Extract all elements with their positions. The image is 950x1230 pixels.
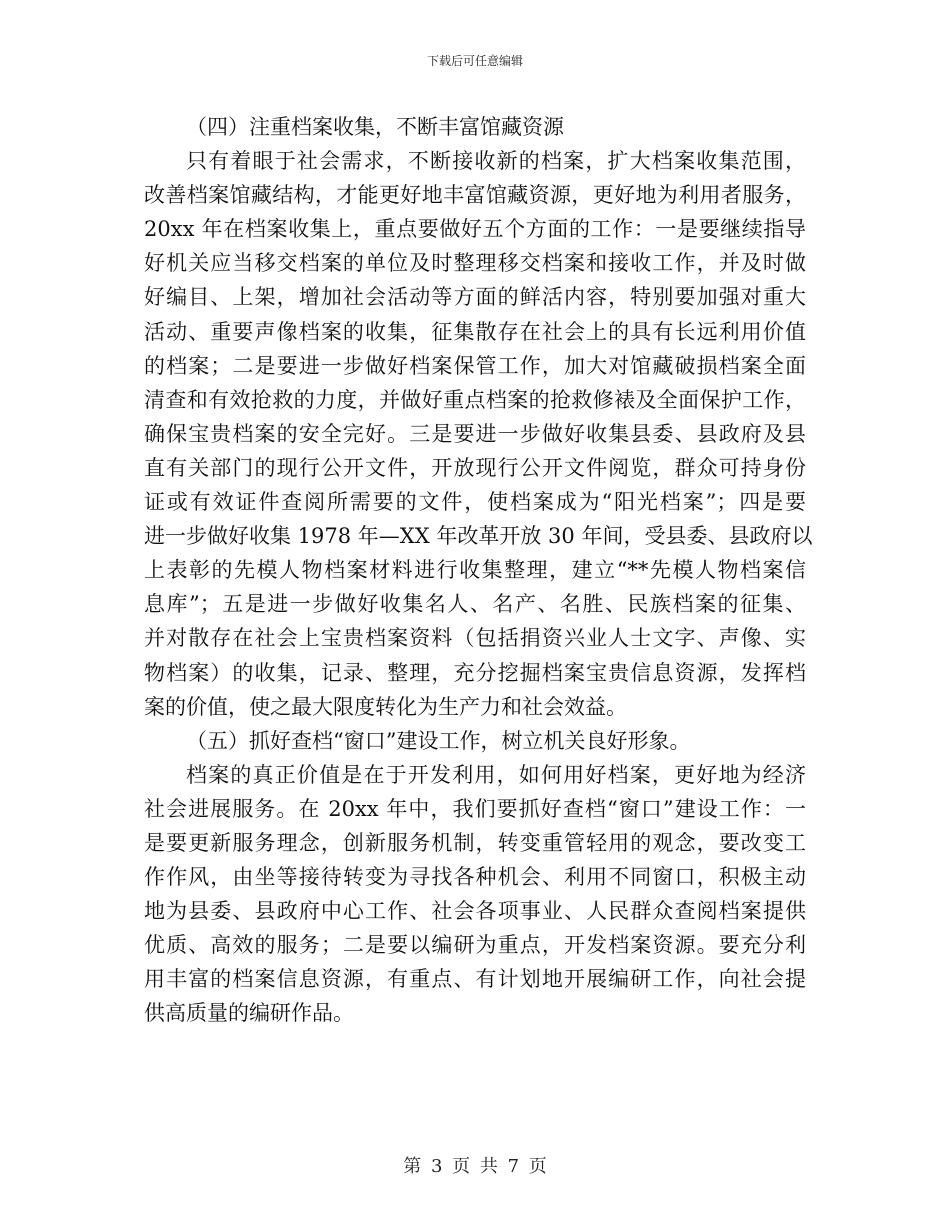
section-heading-4: （四）注重档案收集，不断丰富馆藏资源 — [186, 115, 564, 139]
paragraph-line: 息库”；五是进一步做好收集名人、名产、名胜、民族档案的征集、 — [144, 592, 806, 617]
paragraph-line: 档案的真正价值是在于开发利用，如何用好档案，更好地为经济 — [186, 762, 806, 787]
paragraph-line: 好机关应当移交档案的单位及时整理移交档案和接收工作，并及时做 — [144, 251, 806, 276]
paragraph-line: 是要更新服务理念，创新服务机制，转变重管轻用的观念，要改变工 — [144, 830, 806, 855]
paragraph-line: 清查和有效抢救的力度，并做好重点档案的抢救修裱及全面保护工作， — [144, 387, 806, 412]
paragraph-line: 只有着眼于社会需求，不断接收新的档案，扩大档案收集范围， — [186, 149, 806, 174]
page-footer: 第 3 页 共 7 页 — [403, 1156, 547, 1177]
paragraph-line: 好编目、上架，增加社会活动等方面的鲜活内容，特别要加强对重大 — [144, 285, 806, 310]
paragraph-line: 作作风，由坐等接待转变为寻找各种机会、利用不同窗口，积极主动 — [144, 865, 806, 890]
paragraph-line: 社会进展服务。在 20xx 年中，我们要抓好查档“窗口”建设工作：一 — [144, 796, 806, 821]
page-header: 下载后可任意编辑 — [426, 54, 523, 68]
paragraph-line: 直有关部门的现行公开文件，开放现行公开文件阅览，群众可持身份 — [144, 455, 806, 480]
paragraph-line: 地为县委、县政府中心工作、社会各项事业、人民群众查阅档案提供 — [144, 899, 806, 924]
paragraph-line: 的档案；二是要进一步做好档案保管工作，加大对馆藏破损档案全面 — [144, 353, 806, 378]
section-heading-5: （五）抓好查档“窗口”建设工作，树立机关良好形象。 — [186, 728, 691, 753]
paragraph-line: 活动、重要声像档案的收集，征集散存在社会上的具有长远利用价值 — [144, 319, 806, 344]
paragraph-line: 供高质量的编研作品。 — [144, 1001, 354, 1026]
paragraph-line: 物档案）的收集，记录、整理，充分挖掘档案宝贵信息资源，发挥档 — [144, 660, 806, 685]
paragraph-line: 确保宝贵档案的安全完好。三是要进一步做好收集县委、县政府及县 — [144, 421, 806, 446]
paragraph-line: 上表彰的先模人物档案材料进行收集整理，建立“**先模人物档案信 — [144, 558, 806, 583]
paragraph-line: 用丰富的档案信息资源，有重点、有计划地开展编研工作，向社会提 — [144, 967, 806, 992]
paragraph-line: 改善档案馆藏结构，才能更好地丰富馆藏资源，更好地为利用者服务， — [144, 183, 806, 208]
paragraph-line: 并对散存在社会上宝贵档案资料（包括捐资兴业人士文字、声像、实 — [144, 626, 806, 651]
paragraph-line: 优质、高效的服务；二是要以编研为重点，开发档案资源。要充分利 — [144, 933, 806, 958]
paragraph-line: 20xx 年在档案收集上，重点要做好五个方面的工作：一是要继续指导 — [144, 217, 806, 242]
paragraph-line: 进一步做好收集 1978 年—XX 年改革开放 30 年间，受县委、县政府以 — [144, 524, 813, 549]
document-body — [144, 110, 813, 1031]
paragraph-line: 证或有效证件查阅所需要的文件，使档案成为“阳光档案”；四是要 — [144, 490, 806, 515]
paragraph-line: 案的价值，使之最大限度转化为生产力和社会效益。 — [144, 694, 627, 719]
